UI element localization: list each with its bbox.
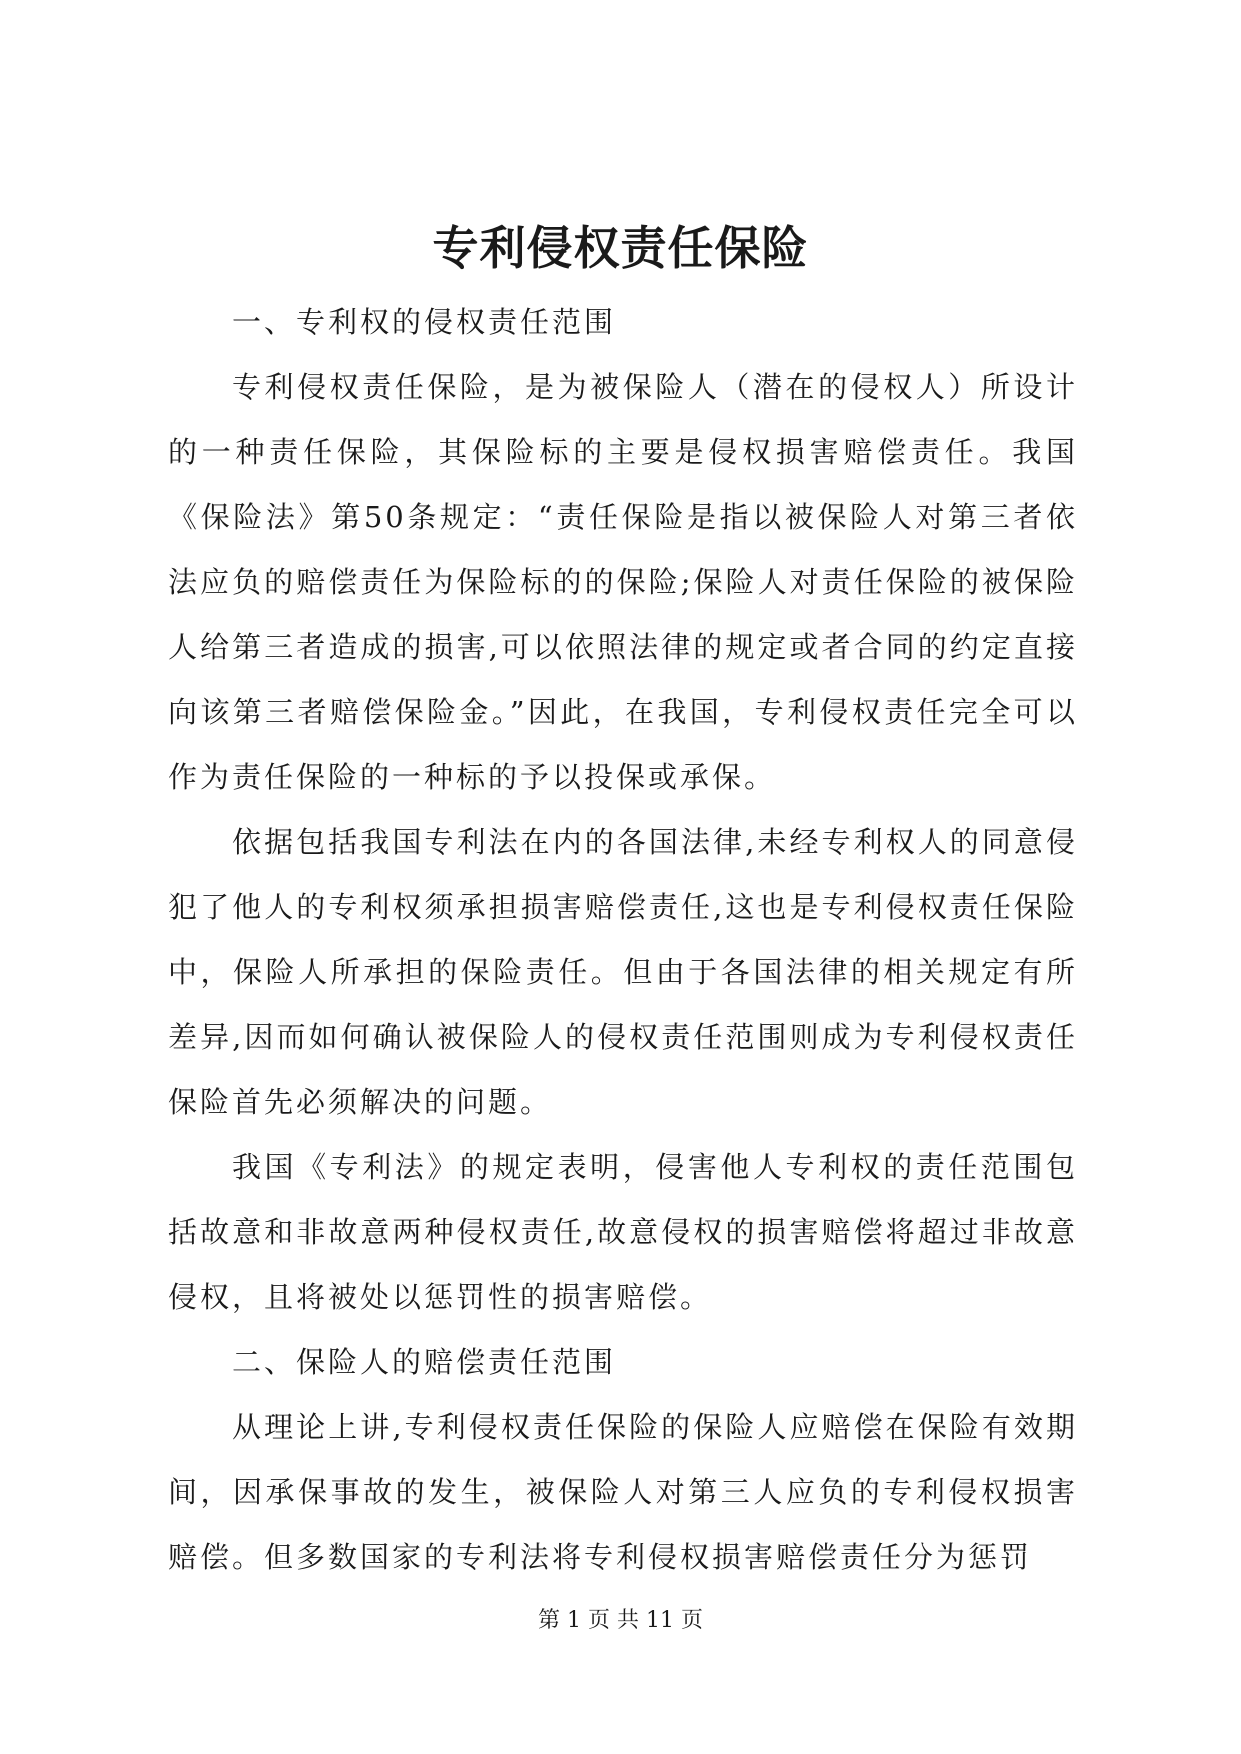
body-paragraph: 专利侵权责任保险，是为被保险人（潜在的侵权人）所设计的一种责任保险，其保险标的主要是侵权损害赔偿责任。我国《保险法》第50条规定：“责任保险是指以被保险人对第三者依法应负的赔偿责任为保险标的的保险;保险人对责任保险的被保险人给第三者造成的损害,可以依照法律的规定或者合同的约定直接向该第三者赔偿保险金。”因此，在我国，专利侵权责任完全可以作为责任保险的一种标的予以投保或承保。 [168,370,1078,794]
body-paragraph: 从理论上讲,专利侵权责任保险的保险人应赔偿在保险有效期间，因承保事故的发生，被保险人对第三人应负的专利侵权损害赔偿。但多数国家的专利法将专利侵权损害赔偿责任分为惩罚 [168,1410,1078,1574]
body-paragraph: 依据包括我国专利法在内的各国法律,未经专利权人的同意侵犯了他人的专利权须承担损害赔偿责任,这也是专利侵权责任保险中，保险人所承担的保险责任。但由于各国法律的相关规定有所差异,因而如何确认被保险人的侵权责任范围则成为专利侵权责任保险首先必须解决的问题。 [168,825,1078,1119]
section-heading-2: 二、保险人的赔偿责任范围 [232,1345,617,1379]
document-body [168,290,1078,1590]
body-paragraph: 我国《专利法》的规定表明，侵害他人专利权的责任范围包括故意和非故意两种侵权责任,故意侵权的损害赔偿将超过非故意侵权，且将被处以惩罚性的损害赔偿。 [168,1150,1078,1314]
section-heading-1: 一、专利权的侵权责任范围 [232,305,617,339]
page-footer: 第 1 页 共 11 页 [538,1608,703,1633]
document-title: 专利侵权责任保险 [432,221,809,275]
